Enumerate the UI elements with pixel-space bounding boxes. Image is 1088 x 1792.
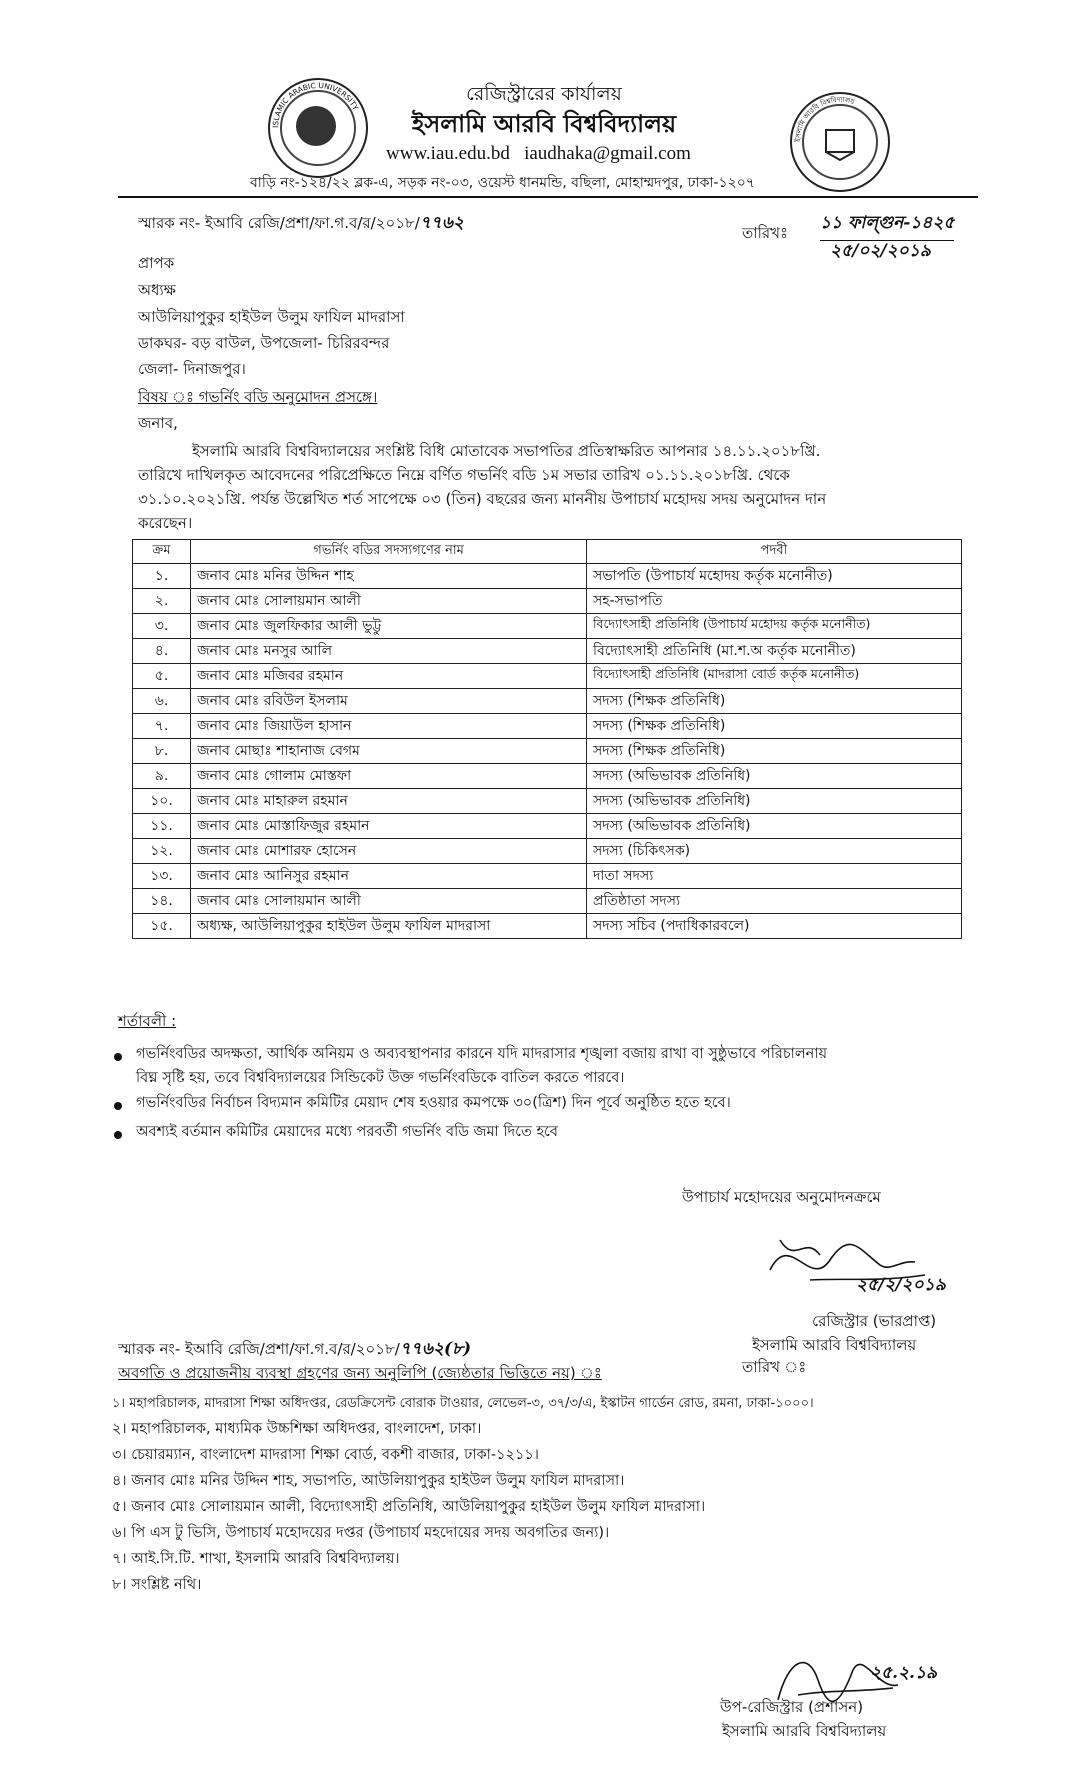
row-member-name: জনাব মোঃ জুলফিকার আলী ভুট্টু bbox=[191, 614, 587, 639]
table-header-row bbox=[133, 540, 962, 564]
table-row bbox=[133, 589, 962, 614]
copy-date-label: তারিখ ঃ bbox=[742, 1358, 807, 1376]
table-row bbox=[133, 789, 962, 814]
copy-item: ১। মহাপরিচালক, মাদরাসা শিক্ষা অধিদপ্তর, রেডক্রিসেন্ট বোরাক টাওয়ার, লেভেল-৩, ৩৭/৩/এ, ইস্কাটন গার্ডেন রোড, রমনা, ঢাকা-১০০০। bbox=[112, 1396, 814, 1411]
memo-date-bn: ১১ ফাল্গুন-১৪২৫ bbox=[820, 210, 954, 241]
row-serial: ৯. bbox=[133, 764, 191, 789]
conditions-title: শর্তাবলী : bbox=[118, 1012, 177, 1030]
body-line: ইসলামি আরবি বিশ্ববিদ্যালয়ের সংশ্লিষ্ট বিধি মোতাবেক সভাপতির প্রতিস্বাক্ষরিত আপনার ১৪.১১.২০১৮খ্রি. bbox=[192, 442, 821, 460]
row-serial: ১১. bbox=[133, 814, 191, 839]
col-member-name: গভর্নিং বডির সদস্যগণের নাম bbox=[191, 540, 587, 564]
table-row bbox=[133, 564, 962, 589]
row-member-name: জনাব মোঃ মনির উদ্দিন শাহ bbox=[191, 564, 587, 589]
body-line: ৩১.১০.২০২১খ্রি. পর্যন্ত উল্লেখিত শর্ত সাপেক্ষে ০৩ (তিন) বছরের জন্য মাননীয় উপাচার্য মহোদয় সদয় অনুমোদন দান bbox=[138, 490, 827, 508]
row-designation: সদস্য (অভিভাবক প্রতিনিধি) bbox=[586, 764, 961, 789]
registrar-institution: ইসলামি আরবি বিশ্ববিদ্যালয় bbox=[752, 1336, 917, 1354]
row-member-name: অধ্যক্ষ, আউলিয়াপুকুর হাইউল উলুম ফাযিল মাদরাসা bbox=[191, 914, 587, 939]
condition-line: গভর্নিংবডির নির্বাচন বিদ্যমান কমিটির মেয়াদ শেষ হওয়ার কমপক্ষে ৩০(ত্রিশ) দিন পূর্বে অনুষ্ঠিত হতে হবে। bbox=[136, 1095, 731, 1111]
table-row bbox=[133, 864, 962, 889]
row-designation: সহ-সভাপতি bbox=[586, 589, 961, 614]
row-member-name: জনাব মোঃ রবিউল ইসলাম bbox=[191, 689, 587, 714]
row-designation: সদস্য (অভিভাবক প্রতিনিধি) bbox=[586, 789, 961, 814]
memo-date-label: তারিখঃ bbox=[742, 224, 788, 242]
row-member-name: জনাব মোঃ মনসুর আলি bbox=[191, 639, 587, 664]
row-member-name: জনাব মোঃ জিয়াউল হাসান bbox=[191, 714, 587, 739]
bullet-icon bbox=[114, 1102, 122, 1110]
row-serial: ১৩. bbox=[133, 864, 191, 889]
salutation: জনাব, bbox=[138, 414, 178, 432]
copy-item: ৮। সংশ্লিষ্ট নথি। bbox=[112, 1577, 202, 1593]
col-designation: পদবী bbox=[586, 540, 961, 564]
row-serial: ১০. bbox=[133, 789, 191, 814]
row-serial: ৩. bbox=[133, 614, 191, 639]
row-designation: বিদ্যোৎসাহী প্রতিনিধি (মা.শ.অ কর্তৃক মনোনীত) bbox=[586, 639, 961, 664]
table-row bbox=[133, 614, 962, 639]
row-member-name: জনাব মোঃ মাহারুল রহমান bbox=[191, 789, 587, 814]
row-designation: বিদ্যোৎসাহী প্রতিনিধি (উপাচার্য মহোদয় কর্তৃক মনোনীত) bbox=[586, 614, 961, 639]
university-title: ইসলামি আরবি বিশ্ববিদ্যালয় bbox=[411, 110, 677, 138]
row-serial: ৫. bbox=[133, 664, 191, 689]
office-title: রেজিস্ট্রারের কার্যালয় bbox=[466, 83, 622, 105]
table-row bbox=[133, 689, 962, 714]
row-designation: সদস্য (শিক্ষক প্রতিনিধি) bbox=[586, 689, 961, 714]
bullet-icon bbox=[114, 1053, 122, 1061]
copy-title: অবগতি ও প্রয়োজনীয় ব্যবস্থা গ্রহণের জন্য অনুলিপি (জ্যেষ্ঠতার ভিত্তিতে নয়) ঃ bbox=[118, 1364, 602, 1382]
deputy-registrar-designation: উপ-রেজিস্ট্রার (প্রশাসন) bbox=[720, 1698, 864, 1716]
recipient-district: জেলা- দিনাজপুর। bbox=[138, 360, 246, 378]
memo-ref: স্মারক নং- ইআবি রেজি/প্রশা/ফা.গ.ব/র/২০১৮/ bbox=[138, 214, 420, 232]
row-serial: ২. bbox=[133, 589, 191, 614]
copy-item: ৩। চেয়ারম্যান, বাংলাদেশ মাদরাসা শিক্ষা বোর্ড, বকশী বাজার, ঢাকা-১২১১। bbox=[112, 1447, 539, 1463]
registrar-signature-date: ২৫/২/২০১৯ bbox=[856, 1275, 946, 1295]
row-member-name: জনাব মোছাঃ শাহানাজ বেগম bbox=[191, 739, 587, 764]
recipient-title: অধ্যক্ষ bbox=[138, 281, 176, 299]
col-serial: ক্রম bbox=[133, 540, 191, 564]
row-member-name: জনাব মোঃ মোশারফ হোসেন bbox=[191, 839, 587, 864]
row-member-name: জনাব মোঃ মোস্তাফিজুর রহমান bbox=[191, 814, 587, 839]
copy-item: ৪। জনাব মোঃ মনির উদ্দিন শাহ, সভাপতি, আউলিয়াপুকুর হাইউল উলুম ফাযিল মাদরাসা। bbox=[112, 1473, 625, 1489]
memo-date-en: ২৫/০২/২০১৯ bbox=[830, 241, 931, 261]
copy-ref: স্মারক নং- ইআবি রেজি/প্রশা/ফা.গ.ব/র/২০১৮/ bbox=[118, 1340, 400, 1358]
row-designation: সভাপতি (উপাচার্য মহোদয় কর্তৃক মনোনীত) bbox=[586, 564, 961, 589]
row-designation: দাতা সদস্য bbox=[586, 864, 961, 889]
condition-line: গভর্নিংবডির অদক্ষতা, আর্থিক অনিয়ম ও অব্যবস্থাপনার কারনে যদি মাদরাসার শৃঙ্খলা বজায় রাখা বা সুষ্ঠুভাবে পরিচালনায় bbox=[136, 1046, 828, 1062]
row-serial: ৮. bbox=[133, 739, 191, 764]
table-row bbox=[133, 914, 962, 939]
row-designation: সদস্য (অভিভাবক প্রতিনিধি) bbox=[586, 814, 961, 839]
bullet-icon bbox=[114, 1131, 122, 1139]
table-row bbox=[133, 764, 962, 789]
copy-ref-number: ৭৭৬২(৮) bbox=[399, 1339, 472, 1359]
deputy-registrar-institution: ইসলামি আরবি বিশ্ববিদ্যালয় bbox=[722, 1722, 887, 1740]
governing-body-table bbox=[132, 539, 962, 939]
condition-line: অবশ্যই বর্তমান কমিটির মেয়াদের মধ্যে পরবর্তী গভর্নিং বডি জমা দিতে হবে bbox=[136, 1124, 558, 1140]
recipient-post-office: ডাকঘর- বড় বাউল, উপজেলা- চিরিরবন্দর bbox=[138, 334, 390, 352]
memo-ref-number: ৭৭৬২ bbox=[419, 213, 464, 233]
recipient-label: প্রাপক bbox=[138, 254, 175, 272]
table-row bbox=[133, 714, 962, 739]
copy-item: ৭। আই.সি.টি. শাখা, ইসলামি আরবি বিশ্ববিদ্যালয়। bbox=[112, 1551, 400, 1567]
row-member-name: জনাব মোঃ সোলায়মান আলী bbox=[191, 889, 587, 914]
row-designation: সদস্য (শিক্ষক প্রতিনিধি) bbox=[586, 714, 961, 739]
recipient-institution: আউলিয়াপুকুর হাইউল উলুম ফাযিল মাদরাসা bbox=[138, 308, 405, 326]
row-member-name: জনাব মোঃ সোলায়মান আলী bbox=[191, 589, 587, 614]
row-designation: বিদ্যোৎসাহী প্রতিনিধি (মাদরাসা বোর্ড কর্তৃক মনোনীত) bbox=[586, 664, 961, 689]
website-link[interactable]: www.iau.edu.bd bbox=[386, 143, 510, 164]
row-member-name: জনাব মোঃ গোলাম মোস্তফা bbox=[191, 764, 587, 789]
row-designation: প্রতিষ্ঠাতা সদস্য bbox=[586, 889, 961, 914]
row-serial: ৭. bbox=[133, 714, 191, 739]
row-serial: ৬. bbox=[133, 689, 191, 714]
copy-item: ৬। পি এস টু ভিসি, উপাচার্য মহোদয়ের দপ্তর (উপাচার্য মহদোয়ের সদয় অবগতির জন্য)। bbox=[112, 1525, 610, 1541]
logo-left-text: ISLAMIC ARABIC UNIVERSITY bbox=[270, 80, 361, 129]
body-line: করেছেন। bbox=[138, 514, 193, 532]
row-serial: ১. bbox=[133, 564, 191, 589]
table-row bbox=[133, 839, 962, 864]
email-link[interactable]: iaudhaka@gmail.com bbox=[524, 143, 691, 164]
deputy-registrar-signature-date: ২৫.২.১৯ bbox=[870, 1663, 938, 1683]
copy-item: ৫। জনাব মোঃ সোলায়মান আলী, বিদ্যোৎসাহী প্রতিনিধি, আউলিয়াপুকুর হাইউল উলুম ফাযিল মাদরাসা। bbox=[112, 1499, 706, 1515]
approval-note: উপাচার্য মহোদয়ের অনুমোদনক্রমে bbox=[682, 1188, 881, 1206]
table-row bbox=[133, 814, 962, 839]
row-member-name: জনাব মোঃ আনিসুর রহমান bbox=[191, 864, 587, 889]
row-serial: ১৪. bbox=[133, 889, 191, 914]
row-designation: সদস্য (চিকিৎসক) bbox=[586, 839, 961, 864]
table-row bbox=[133, 664, 962, 689]
logo-right-text: ইসলামি আরবি বিশ্ববিদ্যালয় bbox=[793, 95, 856, 143]
registrar-designation: রেজিস্ট্রার (ভারপ্রাপ্ত) bbox=[812, 1312, 937, 1330]
row-serial: ১৫. bbox=[133, 914, 191, 939]
university-address: বাড়ি নং-১২৪/২২ ব্লক-এ, সড়ক নং-০৩, ওয়েস্ট ধানমন্ডি, বছিলা, মোহাম্মদপুর, ঢাকা-১২০৭ bbox=[250, 175, 755, 191]
row-designation: সদস্য (শিক্ষক প্রতিনিধি) bbox=[586, 739, 961, 764]
row-serial: ১২. bbox=[133, 839, 191, 864]
table-row bbox=[133, 889, 962, 914]
row-designation: সদস্য সচিব (পদাধিকারবলে) bbox=[586, 914, 961, 939]
condition-line: বিঘ্ন সৃষ্টি হয়, তবে বিশ্ববিদ্যালয়ের সিন্ডিকেট উক্ত গভর্নিংবডিকে বাতিল করতে পারবে। bbox=[136, 1070, 625, 1086]
table-row bbox=[133, 639, 962, 664]
subject: বিষয় ঃ গভর্নিং বডি অনুমোদন প্রসঙ্গে। bbox=[138, 388, 378, 406]
row-member-name: জনাব মোঃ মজিবর রহমান bbox=[191, 664, 587, 689]
body-line: তারিখে দাখিলকৃত আবেদনের পরিপ্রেক্ষিতে নিম্নে বর্ণিত গভর্নিং বডি ১ম সভার তারিখ ০১.১১.২০১৮খ্রি. থেকে bbox=[138, 466, 790, 484]
row-serial: ৪. bbox=[133, 639, 191, 664]
table-row bbox=[133, 739, 962, 764]
header-divider bbox=[118, 196, 978, 198]
copy-item: ২। মহাপরিচালক, মাধ্যমিক উচ্চশিক্ষা অধিদপ্তর, বাংলাদেশ, ঢাকা। bbox=[112, 1421, 482, 1437]
